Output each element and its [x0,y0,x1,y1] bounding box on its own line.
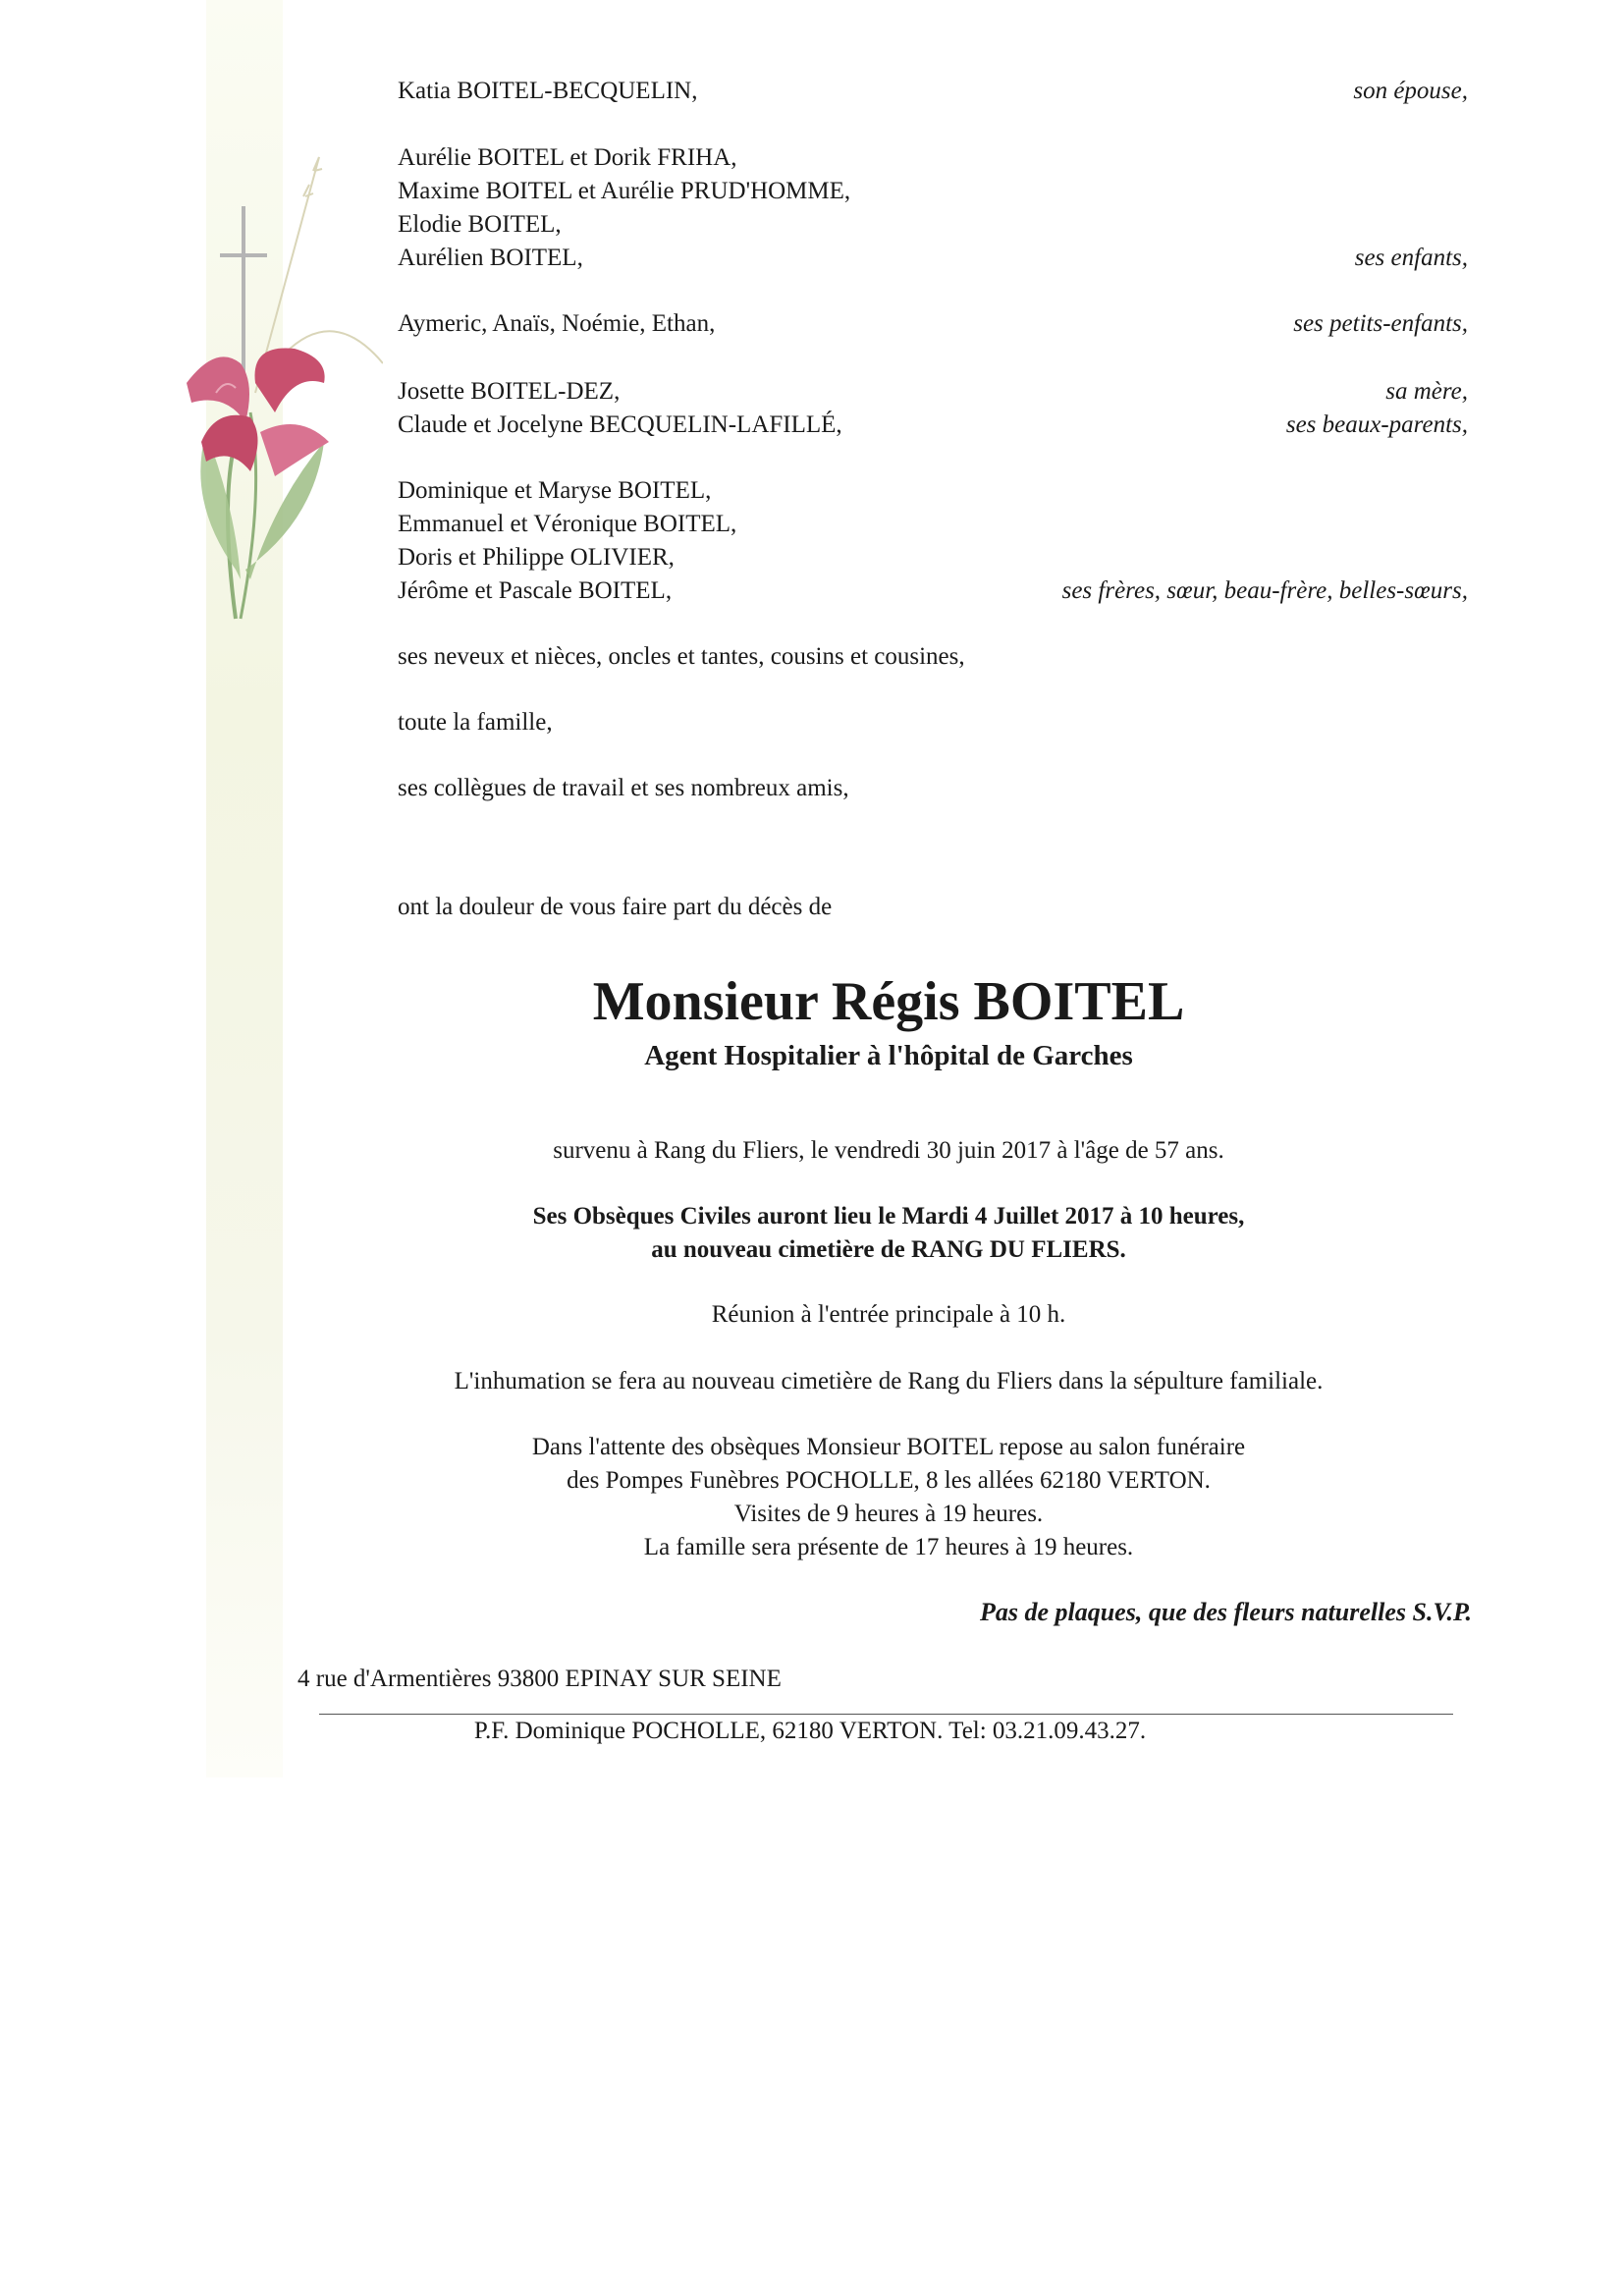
deceased-name: Monsieur Régis BOITEL [592,971,1185,1032]
child-name: Aurélie BOITEL et Dorik FRIHA, [398,144,737,171]
deceased-occupation: Agent Hospitalier à l'hôpital de Garches [644,1040,1133,1071]
burial-info: L'inhumation se fera au nouveau cimetière de Rang du Fliers dans la sépulture familiale. [454,1368,1324,1394]
viewing-info-line: Visites de 9 heures à 19 heures. [733,1501,1044,1527]
meeting-info: Réunion à l'entrée principale à 10 h. [711,1301,1066,1328]
in-laws-name: Claude et Jocelyne BECQUELIN-LAFILLÉ, [398,411,842,438]
sibling-name: Dominique et Maryse BOITEL, [398,477,712,504]
viewing-info-line: Dans l'attente des obsèques Monsieur BOITEL repose au salon funéraire [531,1434,1246,1460]
death-details: survenu à Rang du Fliers, le vendredi 30 juin 2017 à l'âge de 57 ans. [553,1137,1224,1164]
family-address: 4 rue d'Armentières 93800 EPINAY SUR SEINE [298,1666,782,1692]
flowers-note: Pas de plaques, que des fleurs naturelles S.V.P. [979,1598,1472,1626]
funeral-info-line1: Ses Obsèques Civiles auront lieu le Mardi 4 Juillet 2017 à 10 heures, [532,1203,1245,1230]
mother-relation: sa mère, [1385,378,1468,405]
funeral-home-info: P.F. Dominique POCHOLLE, 62180 VERTON. Tel: 03.21.09.43.27. [473,1718,1147,1744]
spouse-row [398,75,1468,108]
child-name: Elodie BOITEL, [398,211,562,238]
viewing-info-line: La famille sera présente de 17 heures à 19 heures. [643,1534,1134,1560]
whole-family: toute la famille, [398,709,553,736]
funeral-info-line2: au nouveau cimetière de RANG DU FLIERS. [651,1236,1126,1263]
child-name: Aurélien BOITEL, [398,245,583,271]
lily-flowers-icon [187,348,329,619]
spouse-name: Katia BOITEL-BECQUELIN, [398,78,698,104]
in-laws-relation: ses beaux-parents, [1285,411,1468,438]
grandchildren-row [398,307,1468,341]
child-name: Maxime BOITEL et Aurélie PRUD'HOMME, [398,178,851,204]
parents-row [398,375,1468,442]
sibling-name: Doris et Philippe OLIVIER, [398,544,675,571]
sibling-name: Emmanuel et Véronique BOITEL, [398,511,737,537]
lily-cross-ornament [157,147,383,638]
sibling-name: Jérôme et Pascale BOITEL, [398,577,673,604]
extended-family: ses neveux et nièces, oncles et tantes, cousins et cousines, [398,643,965,670]
grandchildren-names: Aymeric, Anaïs, Noémie, Ethan, [398,310,716,337]
children-relation: ses enfants, [1354,245,1468,271]
children-row [398,141,1468,275]
viewing-info-line: des Pompes Funèbres POCHOLLE, 8 les allées 62180 VERTON. [567,1467,1211,1494]
mother-name: Josette BOITEL-DEZ, [398,378,621,405]
siblings-relation: ses frères, sœur, beau-frère, belles-sœurs, [1061,577,1468,604]
grandchildren-relation: ses petits-enfants, [1293,310,1468,337]
siblings-row [398,474,1468,608]
announcement-intro: ont la douleur de vous faire part du décès de [398,894,833,920]
spouse-relation: son épouse, [1353,78,1468,104]
friends-line: ses collègues de travail et ses nombreux amis, [398,775,849,801]
